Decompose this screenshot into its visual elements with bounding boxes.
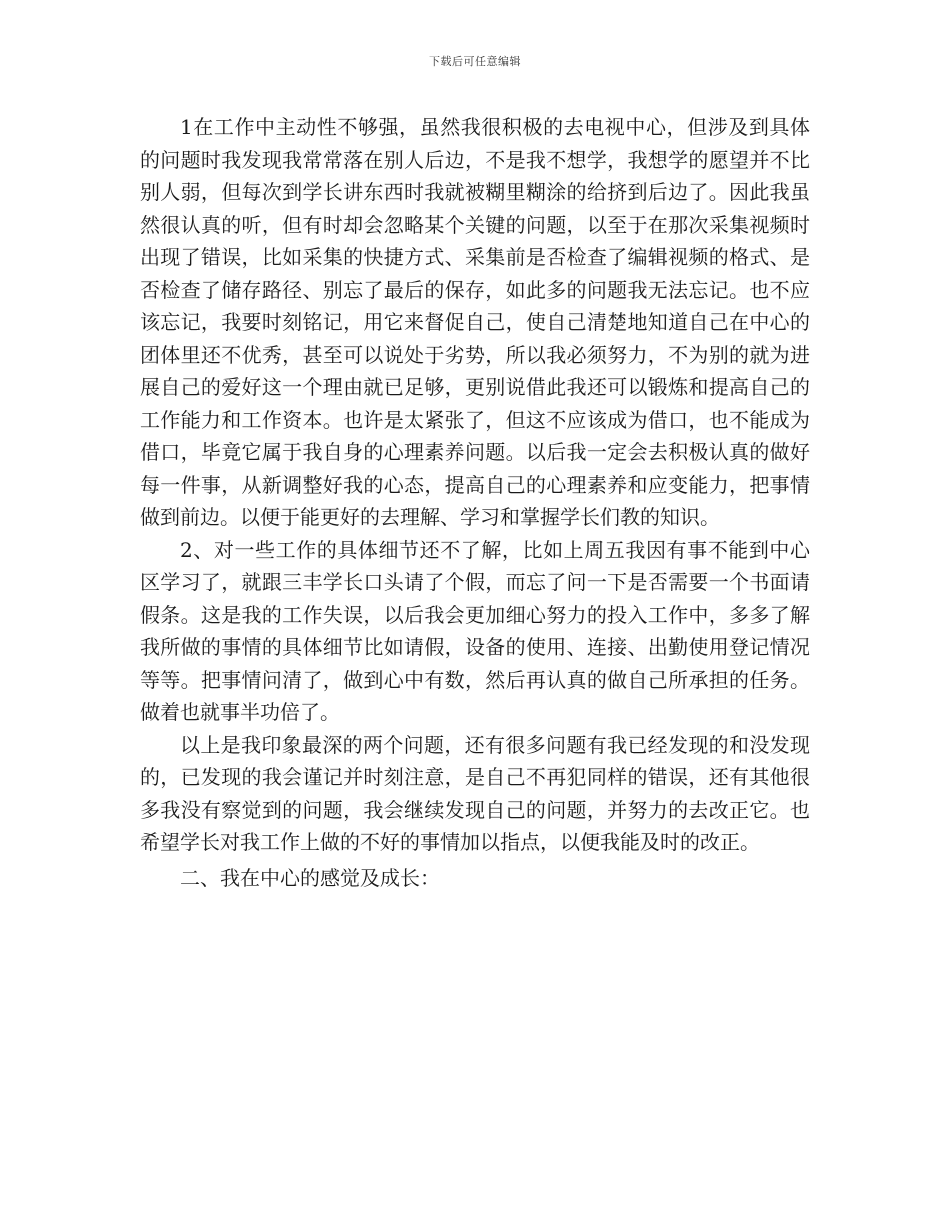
document-body: [140, 111, 810, 894]
paragraph-1: 1在工作中主动性不够强，虽然我很积极的去电视中心，但涉及到具体的问题时我发现我常常落在别人后边，不是我不想学，我想学的愿望并不比别人弱，但每次到学长讲东西时我就被糊里糊涂的给挤到后边了。因此我虽然很认真的听，但有时却会忽略某个关键的问题，以至于在那次采集视频时出现了错误，比如采集的快捷方式、采集前是否检查了编辑视频的格式、是否检查了储存路径、别忘了最后的保存，如此多的问题我无法忘记。也不应该忘记，我要时刻铭记，用它来督促自己，使自己清楚地知道自己在中心的团体里还不优秀，甚至可以说处于劣势，所以我必须努力，不为别的就为进展自己的爱好这一个理由就已足够，更别说借此我还可以锻炼和提高自己的工作能力和工作资本。也许是太紧张了，但这不应该成为借口，也不能成为借口，毕竟它属于我自身的心理素养问题。以后我一定会去积极认真的做好每一件事，从新调整好我的心态，提高自己的心理素养和应变能力，把事情做到前边。以便于能更好的去理解、学习和掌握学长们教的知识。: [140, 115, 810, 529]
paragraph-2: 2、对一些工作的具体细节还不了解，比如上周五我因有事不能到中心区学习了，就跟三丰学长口头请了个假，而忘了问一下是否需要一个书面请假条。这是我的工作失误，以后我会更加细心努力的投入工作中，多多了解我所做的事情的具体细节比如请假，设备的使用、连接、出勤使用登记情况等等。把事情问清了，做到心中有数，然后再认真的做自己所承担的任务。做着也就事半功倍了。: [140, 537, 810, 724]
paragraph-3: 以上是我印象最深的两个问题，还有很多问题有我已经发现的和没发现的，已发现的我会谨记并时刻注意，是自己不再犯同样的错误，还有其他很多我没有察觉到的问题，我会继续发现自己的问题，并努力的去改正它。也希望学长对我工作上做的不好的事情加以指点，以便我能及时的改正。: [140, 732, 810, 854]
page-header: 下载后可任意编辑: [429, 55, 521, 68]
section-heading: 二、我在中心的感觉及成长：: [180, 865, 440, 890]
